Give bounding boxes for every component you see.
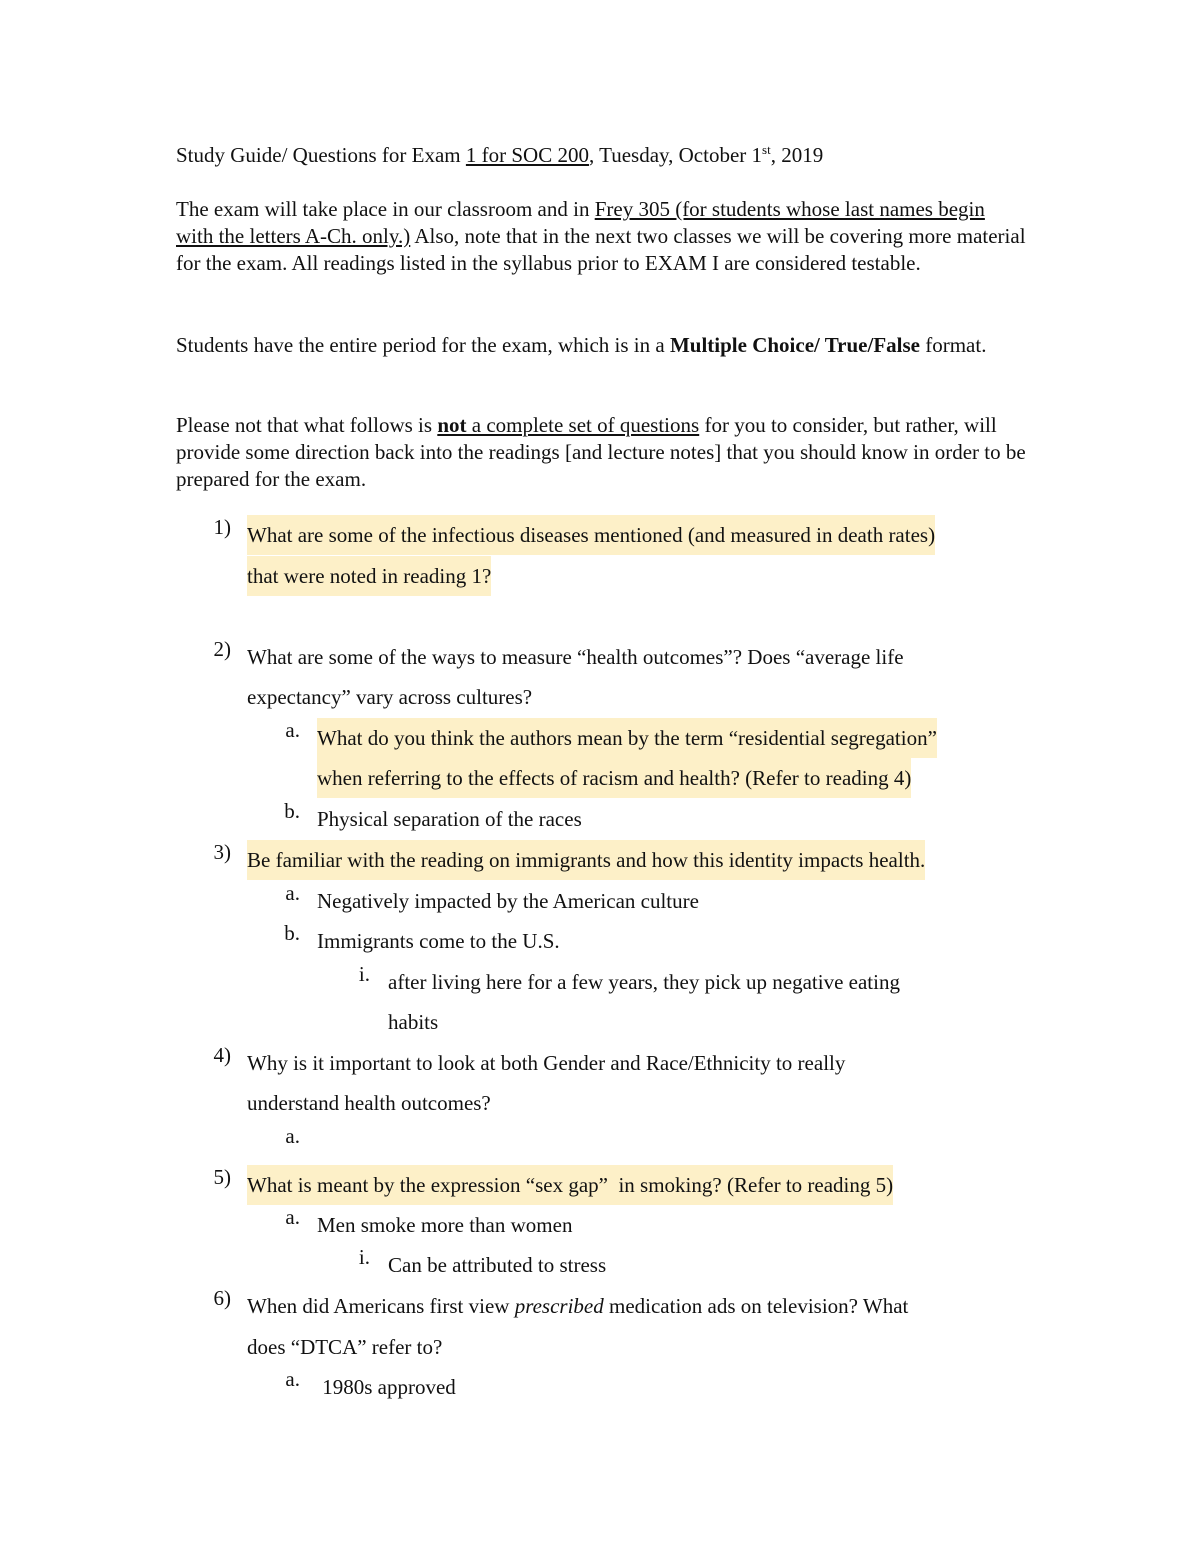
question-2b-letter: b.	[284, 799, 300, 823]
title-date: , Tuesday, October 1	[588, 143, 763, 167]
question-6-line-2: does “DTCA” refer to?	[247, 1335, 443, 1359]
question-6-line-1	[247, 1286, 908, 1326]
question-2a-letter: a.	[285, 718, 300, 742]
question-5a-text: Men smoke more than women	[317, 1213, 573, 1237]
question-1-number: 1)	[213, 515, 231, 539]
para2-text-1: Students have the entire period for the exam, which is in a	[176, 333, 670, 357]
question-6a-text: 1980s approved	[317, 1375, 456, 1399]
question-3b-i-line-2: habits	[388, 1010, 439, 1034]
question-2-line-1: What are some of the ways to measure “health outcomes”? Does “average life	[247, 645, 904, 669]
question-6a-letter: a.	[285, 1367, 300, 1391]
disclaimer-paragraph	[176, 412, 1026, 493]
question-4-line-2: understand health outcomes?	[247, 1091, 491, 1115]
exam-format-paragraph	[176, 332, 1026, 359]
question-1-line-1: What are some of the infectious diseases mentioned (and measured in death rates)	[247, 515, 935, 555]
question-5-text: What is meant by the expression “sex gap” in smoking? (Refer to reading 5)	[247, 1165, 893, 1205]
para1-text-1: The exam will take place in our classroom and in	[176, 197, 595, 221]
question-2-number: 2)	[213, 637, 231, 661]
para3-not: not	[437, 413, 467, 437]
question-4-number: 4)	[213, 1043, 231, 1067]
title-course: 1 for SOC 200	[465, 143, 589, 167]
question-6-number: 6)	[213, 1286, 231, 1310]
question-3b-i-line-1: after living here for a few years, they pick up negative eating	[388, 970, 900, 994]
question-5a-letter: a.	[285, 1205, 300, 1229]
question-2a-line-1: What do you think the authors mean by the term “residential segregation”	[317, 718, 937, 758]
question-3b-i-numeral: i.	[358, 962, 370, 986]
para2-text-2: format.	[919, 333, 987, 357]
document-title	[176, 142, 1026, 169]
question-3b-letter: b.	[284, 921, 300, 945]
question-1-line-2: that were noted in reading 1?	[247, 556, 491, 596]
question-4a-letter: a.	[285, 1124, 300, 1148]
question-5-number: 5)	[213, 1165, 231, 1189]
question-3-text: Be familiar with the reading on immigrants and how this identity impacts health.	[247, 840, 925, 880]
para1-text-2: Also, note that in the next two classes we will be covering more material for the exam. All readings listed in the syllabus prior to EXAM I are considered testable.	[176, 224, 1026, 275]
para2-format: Multiple Choice/ True/False	[669, 333, 920, 357]
question-3a-text: Negatively impacted by the American culture	[317, 889, 699, 913]
para3-underlined: a complete set of questions	[466, 413, 700, 437]
exam-location-paragraph	[176, 196, 1026, 277]
question-2a-line-2: when referring to the effects of racism and health? (Refer to reading 4)	[317, 758, 911, 798]
question-2-line-2: expectancy” vary across cultures?	[247, 685, 533, 709]
question-5a-i-numeral: i.	[358, 1245, 370, 1269]
question-3a-letter: a.	[285, 881, 300, 905]
question-6-line-1b: medication ads on television? What	[603, 1294, 909, 1318]
question-6-italic: prescribed	[514, 1294, 604, 1318]
question-3-number: 3)	[213, 840, 231, 864]
question-3b-text: Immigrants come to the U.S.	[317, 929, 560, 953]
title-prefix: Study Guide/ Questions for Exam	[176, 143, 466, 167]
title-sup: st	[762, 142, 771, 157]
question-4-line-1: Why is it important to look at both Gender and Race/Ethnicity to really	[247, 1051, 846, 1075]
question-6-line-1a: When did Americans first view	[247, 1294, 515, 1318]
title-year: , 2019	[770, 143, 824, 167]
para1-location: Frey 305 (for students whose last names begin with the letters A-Ch. only.)	[176, 197, 985, 248]
question-5a-i-text: Can be attributed to stress	[388, 1253, 607, 1277]
para3-text-2: for you to consider, but rather, will provide some direction back into the readings [and lecture notes] that you should know in order to be prepared for the exam.	[176, 413, 1026, 491]
question-2b-text: Physical separation of the races	[317, 807, 582, 831]
para3-text-1: Please not that what follows is	[176, 413, 438, 437]
